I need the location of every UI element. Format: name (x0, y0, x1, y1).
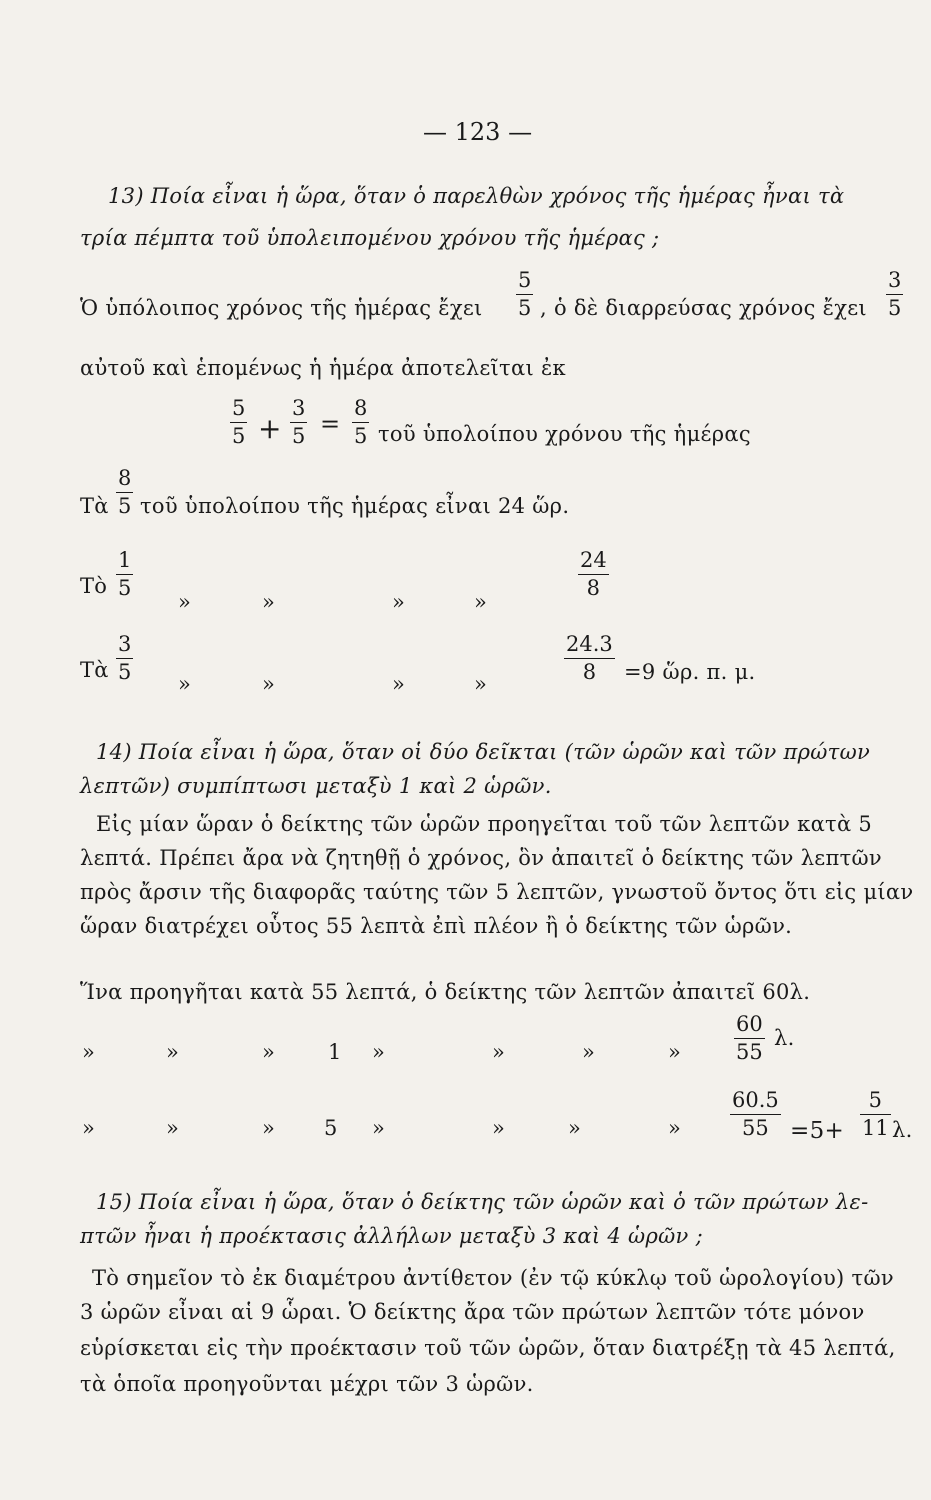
denominator: 5 (888, 296, 902, 320)
ditto-mark: » (178, 590, 192, 614)
ditto-mark: » (178, 672, 192, 696)
denominator: 5 (292, 424, 306, 448)
ditto-mark: » (262, 590, 276, 614)
denominator: 5 (118, 576, 132, 600)
denominator: 55 (730, 1114, 781, 1139)
ditto-mark: » (392, 590, 406, 614)
problem-14-calc-1: Ἵνα προηγῆται κατὰ 55 λεπτά, ὁ δείκτης τῶν λεπτῶν ἀπαιτεῖ 60λ. (80, 980, 811, 1004)
numerator: 1 (118, 548, 132, 572)
ditto-mark: » (262, 672, 276, 696)
ditto-mark: » (568, 1116, 582, 1140)
row-2-fraction (116, 550, 133, 599)
ditto-mark: » (166, 1116, 180, 1140)
equation-text: τοῦ ὑπολοίπου χρόνου τῆς ἡμέρας (378, 422, 751, 446)
numerator: 8 (354, 396, 368, 420)
row-1-text: τοῦ ὑπολοίπου τῆς ἡμέρας εἶναι 24 ὥρ. (140, 494, 570, 518)
plus-sign: + (258, 412, 282, 445)
numerator: 3 (292, 396, 306, 420)
numerator: 3 (888, 268, 902, 292)
fraction-5-5 (516, 270, 533, 319)
ditto-mark: » (492, 1040, 506, 1064)
numerator: 24.3 (566, 632, 613, 656)
numerator: 5 (232, 396, 246, 420)
problem-14-body-4: ὥραν διατρέχει οὗτος 55 λεπτὰ ἐπὶ πλέον ἢ ὁ δείκτης τῶν ὡρῶν. (80, 914, 793, 938)
fraction-5-11 (860, 1090, 891, 1139)
problem-14-body-1: Εἰς μίαν ὥραν ὁ δείκτης τῶν ὡρῶν προηγεῖται τοῦ τῶν λεπτῶν κατὰ 5 (96, 812, 873, 836)
denominator: 5 (232, 424, 246, 448)
problem-13-solution-b: , ὁ δὲ διαρρεύσας χρόνος ἔχει (540, 296, 867, 320)
unit-lambda: λ. (774, 1026, 795, 1050)
eq-fraction-3 (352, 398, 369, 447)
ditto-mark: » (262, 1040, 276, 1064)
equals-sign: = (320, 410, 341, 438)
equals-five-plus: =5+ (790, 1118, 845, 1144)
problem-13-line-1: 13) Ποία εἶναι ἡ ὥρα, ὅταν ὁ παρελθὼν χρόνος τῆς ἡμέρας ἦναι τὰ (108, 184, 845, 208)
ditto-mark: » (372, 1116, 386, 1140)
problem-13-solution-a: Ὁ ὑπόλοιπος χρόνος τῆς ἡμέρας ἔχει (80, 296, 483, 320)
denominator: 8 (564, 658, 615, 683)
ditto-mark: » (668, 1040, 682, 1064)
ditto-mark: » (166, 1040, 180, 1064)
eq-fraction-1 (230, 398, 247, 447)
ditto-mark: » (392, 672, 406, 696)
numerator: 3 (118, 632, 132, 656)
ditto-mark: » (474, 590, 488, 614)
problem-14-line-1: 14) Ποία εἶναι ἡ ὥρα, ὅταν οἱ δύο δεῖκται (τῶν ὡρῶν καὶ τῶν πρώτων (96, 740, 871, 764)
numerator: 8 (118, 466, 132, 490)
row-2-lead: Τὸ (80, 574, 108, 598)
row-3-tail: =9 ὥρ. π. μ. (624, 660, 756, 684)
ditto-mark: » (492, 1116, 506, 1140)
ditto-mark: » (82, 1040, 96, 1064)
fraction-60-55 (734, 1014, 765, 1063)
denominator: 8 (578, 574, 609, 599)
ditto-mark: » (372, 1040, 386, 1064)
numerator: 5 (518, 268, 532, 292)
row-1-lead: Τὰ (80, 494, 109, 518)
problem-13-solution-line-2: αὐτοῦ καὶ ἑπομένως ἡ ἡμέρα ἀποτελεῖται ἐκ (80, 356, 566, 380)
number-one: 1 (328, 1040, 342, 1064)
problem-15-body-1: Τὸ σημεῖον τὸ ἐκ διαμέτρου ἀντίθετον (ἐν τῷ κύκλῳ τοῦ ὡρολογίου) τῶν (92, 1266, 894, 1290)
ditto-mark: » (668, 1116, 682, 1140)
row-3-lead: Τὰ (80, 658, 109, 682)
problem-15-body-2: 3 ὡρῶν εἶναι αἱ 9 ὧραι. Ὁ δείκτης ἄρα τῶν πρώτων λεπτῶν τότε μόνον (80, 1300, 865, 1324)
problem-15-body-3: εὑρίσκεται εἰς τὴν προέκτασιν τοῦ τῶν ὡρῶν, ὅταν διατρέξῃ τὰ 45 λεπτά, (80, 1336, 896, 1360)
problem-14-body-2: λεπτά. Πρέπει ἄρα νὰ ζητηθῇ ὁ χρόνος, ὃν ἀπαιτεῖ ὁ δείκτης τῶν λεπτῶν (80, 846, 882, 870)
unit-lambda: λ. (892, 1118, 913, 1142)
fraction-60-5-over-55 (730, 1090, 781, 1139)
denominator: 5 (118, 660, 132, 684)
row-3-result (564, 634, 615, 683)
page-number: — 123 — (423, 118, 533, 146)
denominator: 5 (118, 494, 132, 518)
eq-fraction-2 (290, 398, 307, 447)
problem-15-line-1: 15) Ποία εἶναι ἡ ὥρα, ὅταν ὁ δείκτης τῶν ὡρῶν καὶ ὁ τῶν πρώτων λε- (96, 1190, 869, 1214)
number-five: 5 (324, 1116, 338, 1140)
problem-14-body-3: πρὸς ἄρσιν τῆς διαφορᾶς ταύτης τῶν 5 λεπτῶν, γνωστοῦ ὄντος ὅτι εἰς μίαν (80, 880, 914, 904)
ditto-mark: » (262, 1116, 276, 1140)
numerator: 60.5 (732, 1088, 779, 1112)
ditto-mark: » (82, 1116, 96, 1140)
problem-15-body-4: τὰ ὁποῖα προηγοῦνται μέχρι τῶν 3 ὡρῶν. (80, 1372, 534, 1396)
ditto-mark: » (582, 1040, 596, 1064)
ditto-mark: » (474, 672, 488, 696)
problem-15-line-2: πτῶν ἦναι ἡ προέκτασις ἀλλήλων μεταξὺ 3 καὶ 4 ὡρῶν ; (80, 1224, 703, 1248)
problem-13-line-2: τρία πέμπτα τοῦ ὑπολειπομένου χρόνου τῆς ἡμέρας ; (80, 226, 660, 250)
denominator: 55 (736, 1040, 763, 1064)
numerator: 24 (580, 548, 607, 572)
row-2-result (578, 550, 609, 599)
numerator: 60 (736, 1012, 763, 1036)
fraction-3-5 (886, 270, 903, 319)
row-3-fraction (116, 634, 133, 683)
denominator: 5 (518, 296, 532, 320)
row-1-fraction (116, 468, 133, 517)
denominator: 5 (354, 424, 368, 448)
denominator: 11 (862, 1116, 889, 1140)
problem-14-line-2: λεπτῶν) συμπίπτωσι μεταξὺ 1 καὶ 2 ὡρῶν. (80, 774, 552, 798)
numerator: 5 (868, 1088, 883, 1112)
